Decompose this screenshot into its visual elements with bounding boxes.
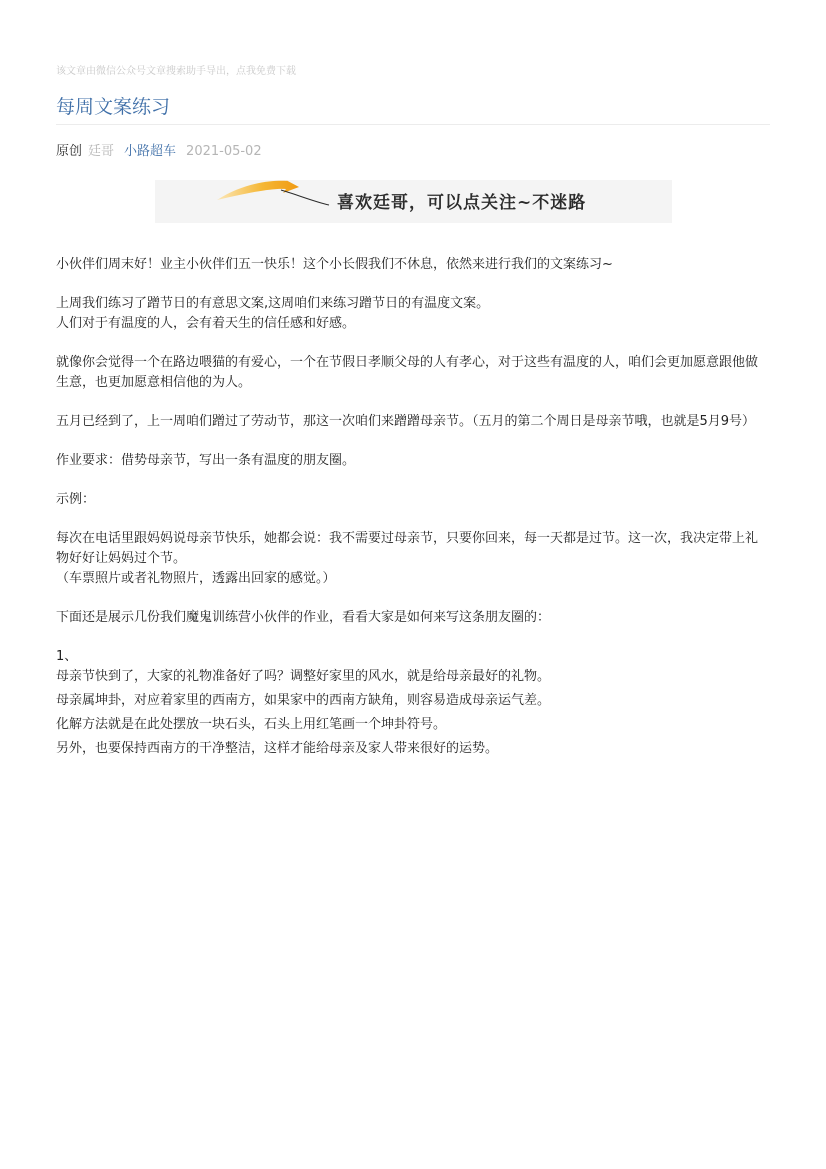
- title-divider: [56, 124, 770, 125]
- item-number: 1、: [56, 649, 78, 664]
- banner-text: 喜欢廷哥，可以点关注~不迷路: [337, 193, 587, 213]
- paragraph: 就像你会觉得一个在路边喂猫的有爱心，一个在节假日孝顺父母的人有孝心，对于这些有温度的人，咱们会更加愿意跟他做生意，也更加愿意相信他的为人。: [56, 355, 759, 390]
- paragraph: 小伙伴们周末好！业主小伙伴们五一快乐！这个小长假我们不休息，依然来进行我们的文案练习~: [56, 257, 613, 272]
- paragraph: （车票照片或者礼物照片，透露出回家的感觉。）: [56, 571, 336, 586]
- article-meta: [56, 140, 262, 159]
- paragraph: 作业要求：借势母亲节，写出一条有温度的朋友圈。: [56, 453, 356, 468]
- publish-date: 2021-05-02: [186, 144, 262, 159]
- paragraph: 下面还是展示几份我们魔鬼训练营小伙伴的作业，看看大家是如何来写这条朋友圈的：: [56, 610, 551, 625]
- export-notice-link[interactable]: 该文章由微信公众号文章搜索助手导出，点我免费下载: [56, 66, 296, 77]
- list-item: 母亲属坤卦，对应着家里的西南方，如果家中的西南方缺角，则容易造成母亲运气差。: [56, 693, 551, 708]
- list-item: 母亲节快到了，大家的礼物准备好了吗？调整好家里的风水，就是给母亲最好的礼物。: [56, 669, 551, 684]
- author-name: 廷哥: [88, 144, 115, 159]
- article-body: [56, 255, 770, 759]
- paragraph: 每次在电话里跟妈妈说母亲节快乐，她都会说：我不需要过母亲节，只要你回来，每一天都是过节。这一次，我决定带上礼物好好让妈妈过个节。: [56, 531, 759, 566]
- list-item: 另外，也要保持西南方的干净整洁，这样才能给母亲及家人带来很好的运势。: [56, 741, 499, 756]
- paragraph: 五月已经到了，上一周咱们蹭过了劳动节，那这一次咱们来蹭蹭母亲节。（五月的第二个周日是母亲节哦，也就是5月9号）: [56, 414, 756, 429]
- account-link[interactable]: 小路超车: [124, 144, 177, 159]
- follow-banner: [155, 180, 672, 223]
- list-item: 化解方法就是在此处摆放一块石头，石头上用红笔画一个坤卦符号。: [56, 717, 447, 732]
- paragraph: 人们对于有温度的人，会有着天生的信任感和好感。: [56, 316, 356, 331]
- paragraph: 上周我们练习了蹭节日的有意思文案,这周咱们来练习蹭节日的有温度文案。: [56, 296, 490, 311]
- original-label: 原创: [56, 144, 83, 159]
- paragraph: 示例：: [56, 492, 96, 507]
- article-title: 每周文案练习: [56, 96, 171, 118]
